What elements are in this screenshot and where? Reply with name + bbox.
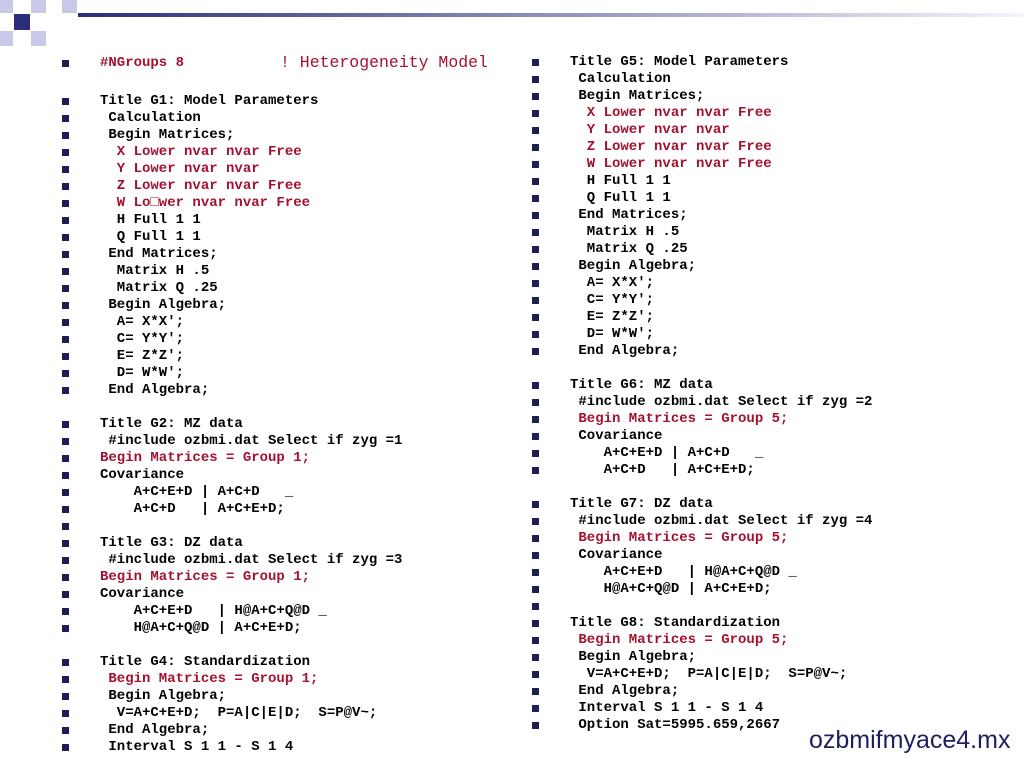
- bullet-icon: [62, 302, 69, 309]
- bullet-icon: [532, 705, 539, 712]
- bullet-icon: [62, 115, 69, 122]
- bullet-icon: [62, 625, 69, 632]
- bullet-icon: [62, 336, 69, 343]
- code-line: [532, 207, 1012, 224]
- code-line: [532, 632, 1012, 649]
- bullet-icon: [532, 161, 539, 168]
- code-line-text: Title G1: Model Parameters: [100, 93, 319, 109]
- model-comment: ! Heterogeneity Model: [280, 53, 488, 72]
- code-line: [62, 331, 502, 348]
- code-line: [62, 314, 502, 331]
- code-line-text: Begin Algebra;: [100, 688, 227, 704]
- code-line: [532, 377, 1012, 394]
- bullet-icon: [532, 212, 539, 219]
- code-line: [532, 513, 1012, 530]
- bullet-icon: [532, 297, 539, 304]
- code-line-text: End Matrices;: [100, 246, 218, 262]
- bullet-icon: [62, 659, 69, 666]
- code-line-text: A+C+E+D | A+C+D _: [570, 444, 764, 461]
- code-line: [62, 433, 502, 450]
- code-line-text: H@A+C+Q@D | A+C+E+D;: [100, 620, 302, 636]
- code-line: [62, 722, 502, 739]
- code-line-text: D= W*W';: [570, 325, 655, 342]
- bullet-icon: [62, 727, 69, 734]
- blank-line: [62, 399, 502, 416]
- bullet-icon: [532, 93, 539, 100]
- code-line: [532, 428, 1012, 445]
- bullet-icon: [532, 314, 539, 321]
- code-line: [62, 552, 502, 569]
- code-line-text: Covariance: [570, 546, 663, 563]
- code-line: [62, 535, 502, 552]
- code-line-text: Begin Matrices = Group 5;: [570, 631, 789, 648]
- code-line: [532, 309, 1012, 326]
- code-line-text: #include ozbmi.dat Select if zyg =1: [100, 433, 403, 449]
- code-line-text: End Algebra;: [570, 342, 680, 359]
- code-line: [62, 246, 502, 263]
- code-line: [62, 229, 502, 246]
- code-line: [532, 530, 1012, 547]
- bullet-icon: [62, 60, 69, 67]
- code-line-text: Y Lower nvar nvar: [570, 121, 730, 138]
- code-line-text: Begin Matrices = Group 1;: [100, 671, 319, 687]
- code-line: [62, 467, 502, 484]
- bullet-icon: [532, 246, 539, 253]
- code-line: [62, 144, 502, 161]
- code-line: [532, 683, 1012, 700]
- bullet-icon: [532, 348, 539, 355]
- code-line-text: Matrix Q .25: [570, 240, 688, 257]
- right-code-column: [532, 54, 1012, 734]
- code-line: [532, 547, 1012, 564]
- bullet-icon: [62, 217, 69, 224]
- code-line: [62, 654, 502, 671]
- code-line: [532, 326, 1012, 343]
- bullet-icon: [532, 433, 539, 440]
- bullet-icon: [532, 671, 539, 678]
- code-line-text: V=A+C+E+D; P=A|C|E|D; S=P@V~;: [100, 705, 378, 721]
- code-line: [532, 564, 1012, 581]
- code-line-text: Covariance: [570, 427, 663, 444]
- code-line-text: Title G7: DZ data: [570, 495, 713, 512]
- code-line-text: Q Full 1 1: [570, 189, 671, 206]
- code-line-text: Title G5: Model Parameters: [570, 53, 789, 70]
- decorative-square: [0, 31, 13, 46]
- code-line: [532, 462, 1012, 479]
- bullet-icon: [532, 518, 539, 525]
- code-line: [62, 212, 502, 229]
- code-line: [62, 603, 502, 620]
- bullet-icon: [62, 489, 69, 496]
- code-line-text: Calculation: [100, 110, 201, 126]
- bullet-icon: [62, 183, 69, 190]
- code-line: [532, 122, 1012, 139]
- code-line-text: End Algebra;: [100, 722, 210, 738]
- code-line-text: E= Z*Z';: [100, 348, 185, 364]
- code-line: [62, 688, 502, 705]
- bullet-icon: [532, 586, 539, 593]
- code-line-text: W Lo□wer nvar nvar Free: [100, 195, 311, 211]
- code-line: [532, 173, 1012, 190]
- bullet-icon: [62, 149, 69, 156]
- code-line-text: A+C+D | A+C+E+D;: [100, 501, 285, 517]
- code-line-text: End Algebra;: [570, 682, 680, 699]
- blank-line: [532, 479, 1012, 496]
- code-line: [532, 581, 1012, 598]
- code-line: [62, 739, 502, 756]
- code-line: [532, 292, 1012, 309]
- code-line-text: Title G6: MZ data: [570, 376, 713, 393]
- code-line: [532, 394, 1012, 411]
- code-line: [62, 671, 502, 688]
- bullet-icon: [62, 251, 69, 258]
- bullet-icon: [532, 535, 539, 542]
- code-line-text: C= Y*Y';: [570, 291, 655, 308]
- bullet-icon: [532, 637, 539, 644]
- code-line: [532, 258, 1012, 275]
- code-line: [532, 445, 1012, 462]
- bullet-icon: [62, 234, 69, 241]
- code-line-text: A+C+E+D | A+C+D _: [100, 484, 294, 500]
- code-line-text: Z Lower nvar nvar Free: [570, 138, 772, 155]
- bullet-icon: [62, 540, 69, 547]
- code-line: [532, 343, 1012, 360]
- code-line: [532, 139, 1012, 156]
- code-line: [532, 496, 1012, 513]
- blank-line: [62, 76, 502, 93]
- code-line-text: Matrix Q .25: [100, 280, 218, 296]
- bullet-icon: [62, 676, 69, 683]
- code-line: [532, 666, 1012, 683]
- code-line: [62, 195, 502, 212]
- bullet-icon: [62, 319, 69, 326]
- bullet-icon: [62, 438, 69, 445]
- code-line-text: Matrix H .5: [100, 263, 210, 279]
- bullet-icon: [62, 421, 69, 428]
- bullet-icon: [532, 501, 539, 508]
- blank-line: [532, 360, 1012, 377]
- bullet-icon: [532, 722, 539, 729]
- bullet-icon: [532, 127, 539, 134]
- code-line-text: A+C+E+D | H@A+C+Q@D _: [100, 603, 327, 619]
- bullet-icon: [62, 523, 69, 530]
- code-line: [532, 224, 1012, 241]
- bullet-icon: [532, 552, 539, 559]
- bullet-icon: [62, 166, 69, 173]
- bullet-icon: [62, 574, 69, 581]
- code-line: [62, 365, 502, 382]
- code-line-text: #include ozbmi.dat Select if zyg =2: [570, 393, 873, 410]
- code-line-text: End Matrices;: [570, 206, 688, 223]
- bullet-icon: [532, 569, 539, 576]
- code-line-text: Begin Matrices = Group 1;: [100, 569, 311, 585]
- decorative-square: [31, 31, 46, 46]
- code-line-text: Title G4: Standardization: [100, 654, 311, 670]
- code-line-text: Option Sat=5995.659,2667: [570, 716, 781, 733]
- decorative-square: [31, 0, 46, 13]
- code-line: [62, 127, 502, 144]
- code-line-text: Covariance: [100, 586, 185, 602]
- bullet-icon: [532, 620, 539, 627]
- code-line-text: Begin Matrices = Group 1;: [100, 450, 311, 466]
- code-line-text: Q Full 1 1: [100, 229, 201, 245]
- code-line: [62, 297, 502, 314]
- bullet-icon: [62, 455, 69, 462]
- bullet-icon: [62, 132, 69, 139]
- bullet-icon: [532, 654, 539, 661]
- bullet-icon: [62, 744, 69, 751]
- bullet-icon: [532, 467, 539, 474]
- code-line: [62, 178, 502, 195]
- code-line: [532, 598, 1012, 615]
- code-line: [62, 348, 502, 365]
- bullet-icon: [62, 591, 69, 598]
- code-line-text: Title G8: Standardization: [570, 614, 781, 631]
- decorative-square: [14, 14, 30, 30]
- code-line-text: A+C+D | A+C+E+D;: [570, 461, 755, 478]
- code-line-text: H@A+C+Q@D | A+C+E+D;: [570, 580, 772, 597]
- code-line: [62, 450, 502, 467]
- bullet-icon: [532, 450, 539, 457]
- bullet-icon: [62, 200, 69, 207]
- code-line-text: Interval S 1 1 - S 1 4: [100, 739, 294, 755]
- code-line: [532, 649, 1012, 666]
- code-line-text: End Algebra;: [100, 382, 210, 398]
- code-line-text: Begin Matrices;: [100, 127, 235, 143]
- bullet-icon: [532, 280, 539, 287]
- code-line-text: Begin Matrices = Group 5;: [570, 410, 789, 427]
- code-line-text: Z Lower nvar nvar Free: [100, 178, 302, 194]
- code-line-text: Title G2: MZ data: [100, 416, 243, 432]
- code-line-text: A= X*X';: [570, 274, 655, 291]
- bullet-icon: [62, 370, 69, 377]
- top-gradient-bar: [78, 13, 1024, 17]
- code-line: [532, 700, 1012, 717]
- bullet-icon: [532, 331, 539, 338]
- code-line-text: X Lower nvar nvar Free: [100, 144, 302, 160]
- code-line: [532, 105, 1012, 122]
- code-line: [62, 620, 502, 637]
- decorative-square: [62, 0, 77, 13]
- code-line-text: Title G3: DZ data: [100, 535, 243, 551]
- code-line: [62, 416, 502, 433]
- code-line: [532, 54, 1012, 71]
- left-code-column: [62, 50, 502, 756]
- code-line: [532, 411, 1012, 428]
- bullet-icon: [532, 229, 539, 236]
- code-line: [532, 275, 1012, 292]
- code-line-text: Begin Matrices = Group 5;: [570, 529, 789, 546]
- code-line: [62, 161, 502, 178]
- bullet-icon: [62, 710, 69, 717]
- code-line-text: X Lower nvar nvar Free: [570, 104, 772, 121]
- code-line: [532, 71, 1012, 88]
- bullet-icon: [62, 608, 69, 615]
- code-line-text: W Lower nvar nvar Free: [570, 155, 772, 172]
- bullet-icon: [532, 178, 539, 185]
- code-line-text: Begin Algebra;: [570, 257, 697, 274]
- code-line-text: Matrix H .5: [570, 223, 680, 240]
- bullet-icon: [532, 399, 539, 406]
- code-line: [62, 382, 502, 399]
- bullet-icon: [532, 144, 539, 151]
- bullet-icon: [532, 688, 539, 695]
- decorative-square: [0, 0, 13, 13]
- code-line-text: H Full 1 1: [100, 212, 201, 228]
- code-line-text: Begin Algebra;: [570, 648, 697, 665]
- code-line: [62, 263, 502, 280]
- code-line: [62, 501, 502, 518]
- code-line-text: #include ozbmi.dat Select if zyg =4: [570, 512, 873, 529]
- code-line-text: A+C+E+D | H@A+C+Q@D _: [570, 563, 797, 580]
- code-line: [62, 110, 502, 127]
- bullet-icon: [62, 693, 69, 700]
- bullet-icon: [62, 506, 69, 513]
- bullet-icon: [62, 353, 69, 360]
- code-line-text: E= Z*Z';: [570, 308, 655, 325]
- ngroups-text: #NGroups 8: [100, 55, 185, 71]
- code-line-text: V=A+C+E+D; P=A|C|E|D; S=P@V~;: [570, 665, 848, 682]
- code-line-text: A= X*X';: [100, 314, 185, 330]
- bullet-icon: [532, 110, 539, 117]
- code-line: [532, 88, 1012, 105]
- bullet-icon: [62, 387, 69, 394]
- code-line: [532, 156, 1012, 173]
- code-line-text: Calculation: [570, 70, 671, 87]
- code-line: [532, 241, 1012, 258]
- blank-line: [62, 637, 502, 654]
- bullet-icon: [62, 98, 69, 105]
- code-line-text: Begin Matrices;: [570, 87, 705, 104]
- bullet-icon: [532, 195, 539, 202]
- code-line-text: Y Lower nvar nvar: [100, 161, 260, 177]
- bullet-icon: [62, 268, 69, 275]
- bullet-icon: [532, 603, 539, 610]
- bullet-icon: [532, 382, 539, 389]
- code-line-text: Covariance: [100, 467, 185, 483]
- code-line-text: D= W*W';: [100, 365, 185, 381]
- code-line-text: #include ozbmi.dat Select if zyg =3: [100, 552, 403, 568]
- code-line: [62, 93, 502, 110]
- bullet-icon: [62, 557, 69, 564]
- bullet-icon: [62, 285, 69, 292]
- code-line: [62, 280, 502, 297]
- bullet-icon: [532, 263, 539, 270]
- code-line-text: Begin Algebra;: [100, 297, 227, 313]
- code-line-text: C= Y*Y';: [100, 331, 185, 347]
- bullet-icon: [62, 472, 69, 479]
- code-line: [62, 705, 502, 722]
- code-line: [532, 190, 1012, 207]
- bullet-icon: [532, 59, 539, 66]
- code-line-text: Interval S 1 1 - S 1 4: [570, 699, 764, 716]
- code-line-text: H Full 1 1: [570, 172, 671, 189]
- code-line: [62, 586, 502, 603]
- ngroups-line: [62, 50, 502, 76]
- code-line: [62, 484, 502, 501]
- code-line: [62, 518, 502, 535]
- code-line: [532, 615, 1012, 632]
- bullet-icon: [532, 76, 539, 83]
- script-filename: ozbmifmyace4.mx: [809, 726, 1011, 754]
- bullet-icon: [532, 416, 539, 423]
- code-line: [62, 569, 502, 586]
